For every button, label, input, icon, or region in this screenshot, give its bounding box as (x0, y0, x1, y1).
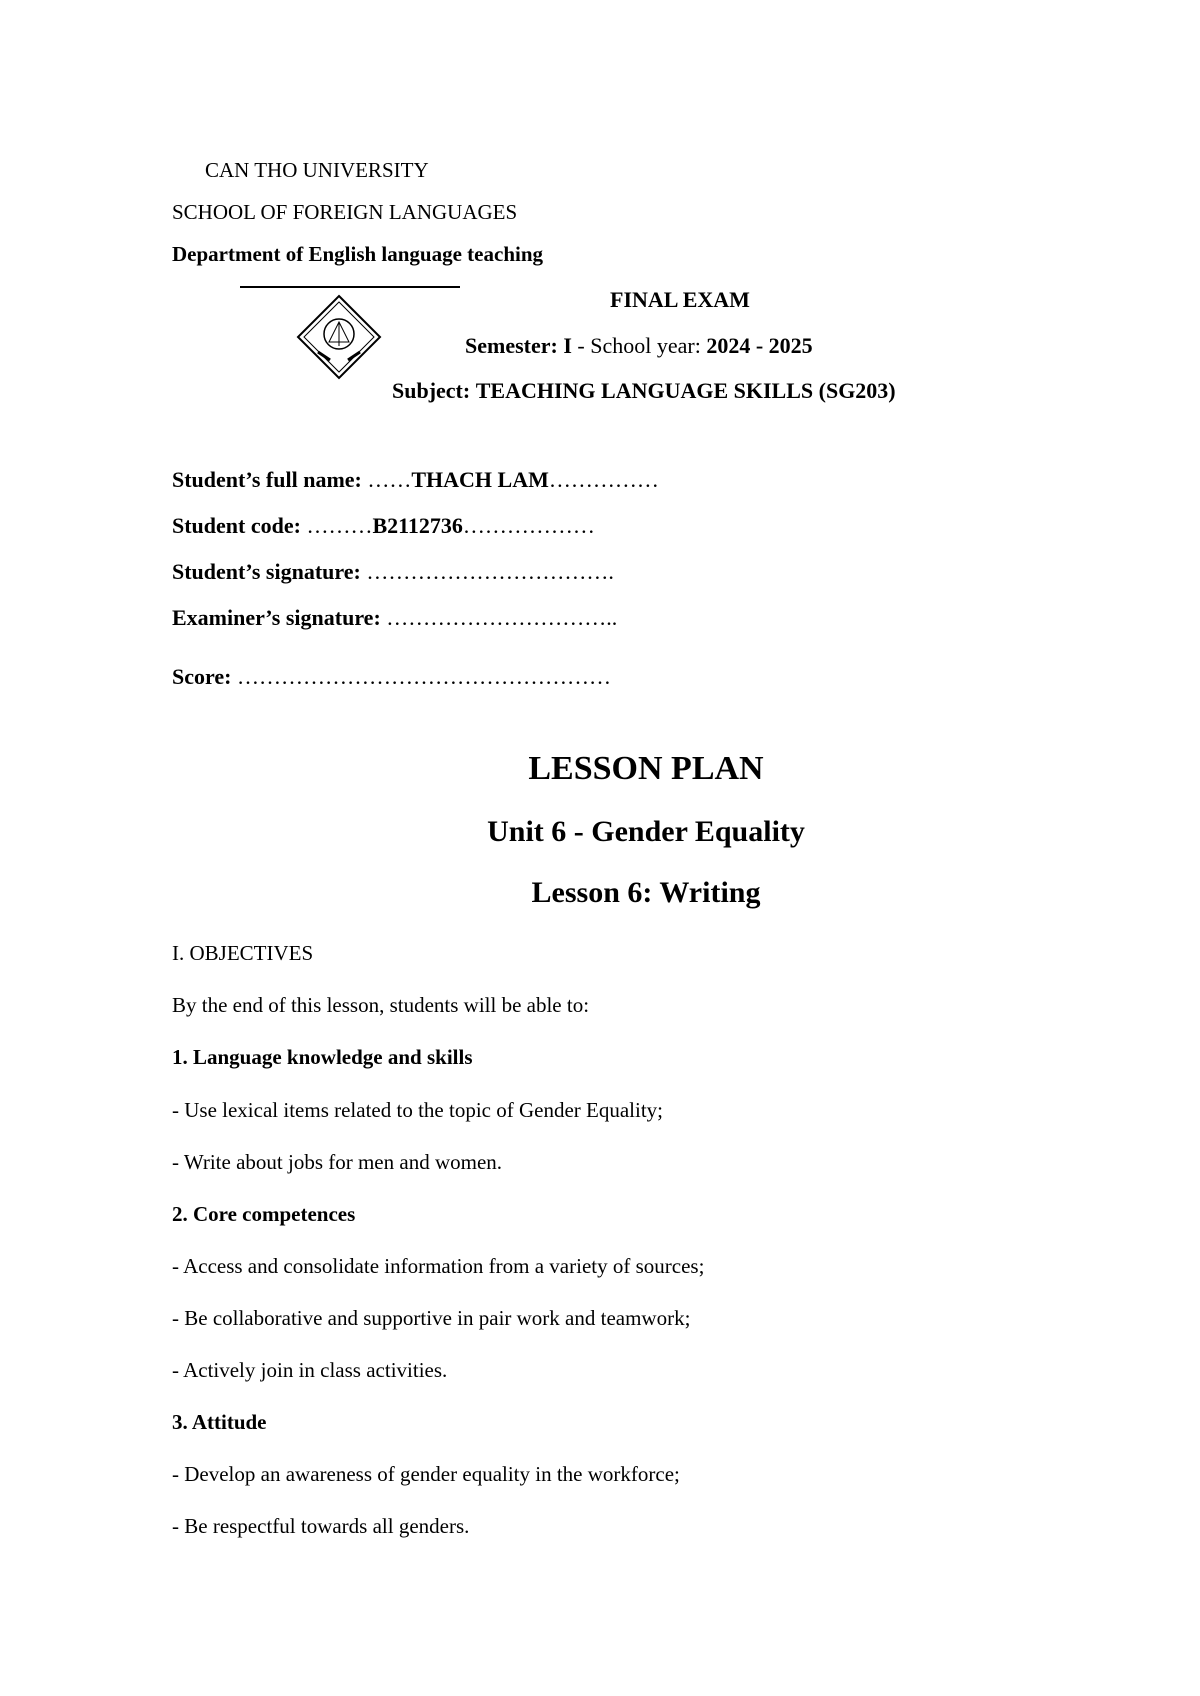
university-seal-icon (296, 294, 382, 380)
section-heading-competences: 2. Core competences (172, 1202, 356, 1226)
student-name-dots-after: …………… (548, 467, 659, 492)
school-name: SCHOOL OF FOREIGN LANGUAGES (172, 200, 518, 224)
subject-line (392, 378, 896, 404)
objective-item: - Use lexical items related to the topic of Gender Equality; (172, 1098, 663, 1122)
examiner-signature-dots: ………………………….. (386, 605, 618, 630)
lesson-plan-title: LESSON PLAN (528, 750, 764, 787)
student-signature-field (172, 559, 614, 585)
objective-item: - Be respectful towards all genders. (172, 1514, 470, 1538)
student-code-value: B2112736 (372, 513, 463, 538)
semester-line (465, 333, 813, 359)
header-divider (240, 286, 460, 288)
subject-label: Subject: (392, 378, 471, 403)
objective-item: - Be collaborative and supportive in pair work and teamwork; (172, 1306, 691, 1330)
score-field (172, 664, 611, 690)
student-code-dots-before: ……… (306, 513, 373, 538)
school-year-value: 2024 - 2025 (706, 333, 813, 358)
section-heading-language: 1. Language knowledge and skills (172, 1045, 473, 1069)
objective-item: - Develop an awareness of gender equality in the workforce; (172, 1462, 680, 1486)
objective-item: - Access and consolidate information from a variety of sources; (172, 1254, 705, 1278)
student-signature-label: Student’s signature: (172, 559, 361, 584)
objectives-intro: By the end of this lesson, students will be able to: (172, 993, 590, 1017)
subject-value: TEACHING LANGUAGE SKILLS (SG203) (475, 378, 896, 403)
student-code-field (172, 513, 595, 539)
unit-title: Unit 6 - Gender Equality (487, 815, 805, 848)
examiner-signature-label: Examiner’s signature: (172, 605, 381, 630)
objective-item: - Actively join in class activities. (172, 1358, 448, 1382)
section-heading-attitude: 3. Attitude (172, 1410, 267, 1434)
student-name-label: Student’s full name: (172, 467, 362, 492)
department-name: Department of English language teaching (172, 242, 544, 266)
objectives-heading: I. OBJECTIVES (172, 941, 314, 965)
exam-title: FINAL EXAM (610, 287, 750, 312)
student-signature-dots: ……………………………. (366, 559, 614, 584)
lesson-title: Lesson 6: Writing (531, 876, 761, 909)
university-name: CAN THO UNIVERSITY (205, 158, 429, 182)
examiner-signature-field (172, 605, 617, 631)
student-code-dots-after: ……………… (462, 513, 595, 538)
student-code-label: Student code: (172, 513, 301, 538)
score-label: Score: (172, 664, 232, 689)
student-name-field (172, 467, 659, 493)
semester-value: I (563, 333, 572, 358)
school-year-label: - School year: (577, 333, 701, 358)
student-name-value: THACH LAM (411, 467, 549, 492)
score-dots: …………………………………………… (236, 664, 611, 689)
student-name-dots-before: …… (367, 467, 412, 492)
semester-label: Semester: (465, 333, 558, 358)
objective-item: - Write about jobs for men and women. (172, 1150, 503, 1174)
